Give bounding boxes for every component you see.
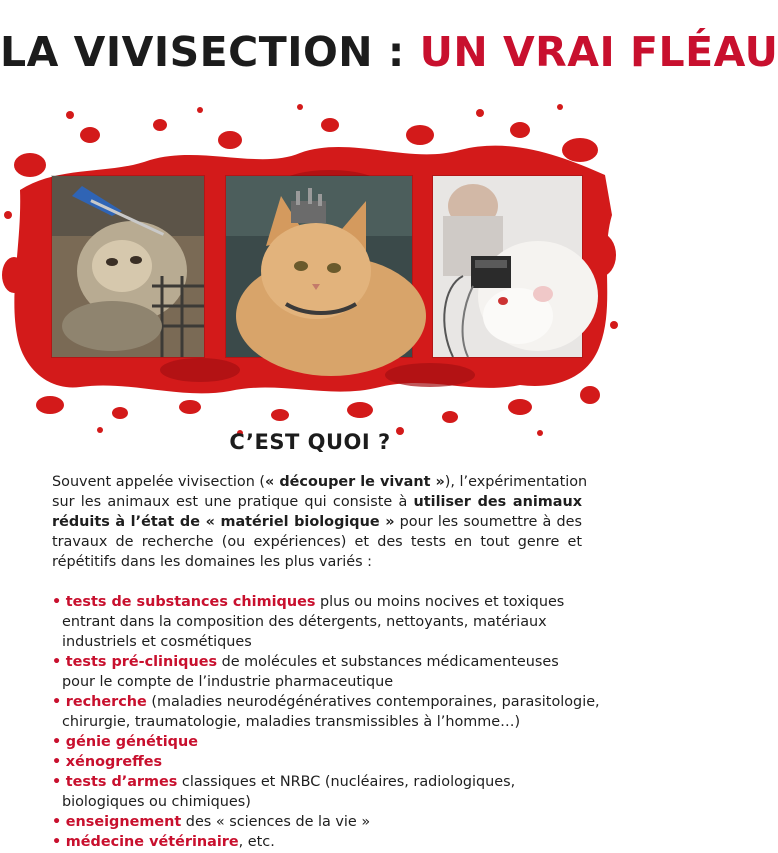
list-item-text: des « sciences de la vie » (181, 814, 371, 830)
list-item (52, 592, 592, 612)
list-item-continuation: pour le compte de l’industrie pharmaceutique (62, 674, 394, 690)
section-heading: C’EST QUOI ? (229, 430, 391, 454)
intro-bold: réduits à l’état de « matériel biologique » (52, 514, 395, 530)
intro-text: sur les animaux est une pratique qui consiste à (52, 494, 414, 510)
list-item-keyword: génie génétique (65, 734, 198, 750)
bullet-icon: • (52, 754, 62, 770)
list-item-text: classiques et NRBC (nucléaires, radiologiques, (177, 774, 516, 790)
monkey-experiment-photo (52, 176, 204, 357)
intro-bold: « découper le vivant » (265, 474, 445, 490)
list-item-keyword: tests pré-cliniques (65, 654, 218, 670)
bullet-icon: • (52, 654, 62, 670)
list-item (52, 732, 592, 752)
intro-paragraph (52, 472, 588, 572)
cat-electrode-photo (226, 176, 412, 357)
bullet-icon: • (52, 814, 62, 830)
list-item (52, 652, 592, 672)
bullet-icon: • (52, 774, 62, 790)
intro-text: pour les soumettre à des (394, 514, 582, 530)
intro-line (52, 472, 588, 492)
intro-line (52, 512, 582, 532)
list-item-text: de molécules et substances médicamenteuses (217, 654, 559, 670)
list-item-continuation: biologiques ou chimiques) (62, 794, 251, 810)
intro-line: travaux de recherche (ou expériences) et des tests en tout genre et (52, 534, 582, 550)
list-item-keyword: enseignement (65, 814, 182, 830)
list-item (52, 692, 600, 712)
list-item-keyword: xénogreffes (65, 754, 163, 770)
bullet-icon: • (52, 694, 62, 710)
list-item (52, 752, 592, 772)
list-item (52, 832, 592, 852)
intro-line (52, 492, 582, 512)
title-part-red: UN VRAI FLÉAU (419, 28, 778, 76)
domains-list (52, 592, 600, 852)
list-item-text: plus ou moins nocives et toxiques (315, 594, 565, 610)
list-item-text: (maladies neurodégénératives contemporaines, parasitologie, (146, 694, 600, 710)
list-item-continuation: chirurgie, traumatologie, maladies transmissibles à l’homme…) (62, 714, 521, 730)
intro-bold: utiliser des animaux (413, 494, 582, 510)
bullet-icon: • (52, 734, 62, 750)
list-item-keyword: recherche (65, 694, 147, 710)
list-item-keyword: tests d’armes (65, 774, 178, 790)
list-item-continuation: industriels et cosmétiques (62, 634, 252, 650)
page-title (0, 28, 778, 76)
intro-line: répétitifs dans les domaines les plus variés : (52, 554, 373, 570)
list-item-continuation: entrant dans la composition des détergents, nettoyants, matériaux (62, 614, 547, 630)
intro-text: ), l’expérimentation (444, 474, 588, 490)
list-item-keyword: tests de substances chimiques (65, 594, 316, 610)
bullet-icon: • (52, 594, 62, 610)
list-item-keyword: médecine vétérinaire (65, 834, 239, 850)
list-item (52, 772, 592, 792)
list-item-text: , etc. (238, 834, 275, 850)
rat-electrode-photo (433, 176, 582, 357)
bullet-icon: • (52, 834, 62, 850)
intro-text: Souvent appelée vivisection ( (52, 474, 266, 490)
list-item (52, 812, 592, 832)
title-part-dark: LA VIVISECTION : (0, 28, 420, 76)
